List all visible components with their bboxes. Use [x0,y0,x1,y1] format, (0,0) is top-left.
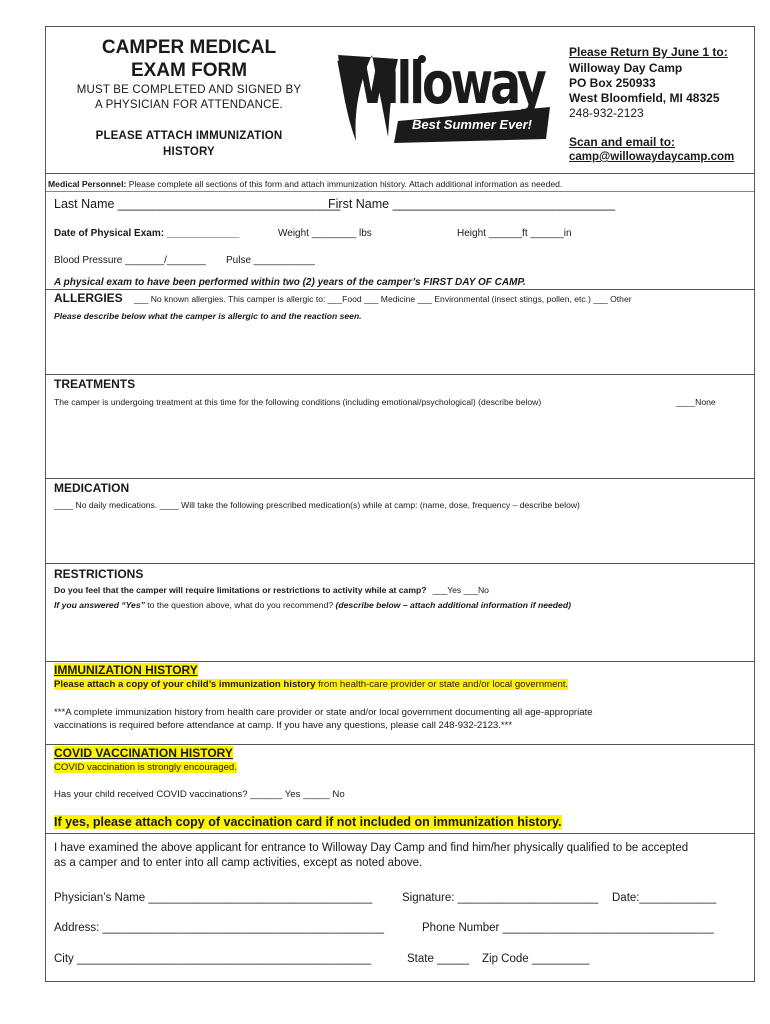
attach-immunization-line2: HISTORY [163,146,215,158]
immunization-note-line2: vaccinations is required before attendance at camp. If you have any questions, please call 248-932-2123.*** [54,720,513,731]
personnel-divider [46,191,754,192]
restrictions-question-row [54,585,489,595]
personnel-instructions [48,179,562,189]
return-title: Please Return By June 1 to: [569,45,728,59]
pulse-field[interactable]: Pulse ___________ [226,255,315,266]
physician-address-field[interactable]: Address: ____________________________________________ [54,922,384,934]
restrictions-if-prefix: If you answered “Yes” [54,600,145,610]
personnel-text: Please complete all sections of this form and attach immunization history. Attach additional information as needed. [128,179,563,189]
restrictions-title: RESTRICTIONS [54,567,144,581]
must-complete-line1: MUST BE COMPLETED AND SIGNED BY [76,84,302,96]
treatments-title: TREATMENTS [54,377,136,391]
header-divider [46,173,754,174]
form-title-line1: CAMPER MEDICAL [101,37,277,58]
return-phone: 248-932-2123 [569,106,644,120]
restrictions-if-mid: to the question above, what do you recommend? [144,600,336,610]
physician-divider [46,833,754,834]
allergies-describe: Please describe below what the camper is allergic to and the reaction seen. [54,311,362,321]
logo-tagline: Best Summer Ever! [412,117,532,132]
personnel-label: Medical Personnel: [48,179,127,189]
form-frame [45,26,755,982]
attach-immunization-line1: PLEASE ATTACH IMMUNIZATION [95,130,283,142]
treatments-text: The camper is undergoing treatment at this time for the following conditions (including emotional/psychological) (describe below) [54,397,542,407]
physician-date-field[interactable]: Date:____________ [612,892,717,904]
return-city: West Bloomfield, MI 48325 [569,91,720,105]
covid-encouraged: COVID vaccination is strongly encouraged. [54,762,237,773]
covid-title: COVID VACCINATION HISTORY [54,746,233,760]
medication-options[interactable]: ____ No daily medications. ____ Will take the following prescribed medication(s) while at camp: (name, dose, frequency – describe below) [54,500,580,510]
logo-word: Willoway [336,49,544,117]
immunization-title: IMMUNIZATION HISTORY [54,663,198,677]
first-name-field[interactable]: First Name ________________________________ [328,197,616,211]
physician-zip-field[interactable]: Zip Code _________ [482,953,590,965]
height-field[interactable]: Height ______ft ______in [457,228,572,239]
allergies-divider [46,289,754,290]
restrictions-question: Do you feel that the camper will require limitations or restrictions to activity while at camp? [54,585,427,595]
physician-statement-line1: I have examined the above applicant for entrance to Willoway Day Camp and find him/her physically qualified to be accepted [54,842,689,854]
return-name: Willoway Day Camp [569,61,683,75]
physician-phone-field[interactable]: Phone Number _________________________________ [422,922,714,934]
allergies-title: ALLERGIES [54,291,123,305]
physician-city-field[interactable]: City ______________________________________________ [54,953,372,965]
medication-divider [46,478,754,479]
covid-attach-card: If yes, please attach copy of vaccination card if not included on immunization history. [54,815,562,829]
physician-state-field[interactable]: State _____ [407,953,470,965]
restrictions-followup [54,600,571,610]
immunization-note-line1: ***A complete immunization history from health care provider or state and/or local government documenting all age-appropriate [54,707,593,718]
allergies-options[interactable]: ___ No known allergies. This camper is allergic to: ___Food ___ Medicine ___ Environmental (insect stings, pollen, etc.) ___ Other [134,294,632,304]
covid-question[interactable]: Has your child received COVID vaccinations? ______ Yes _____ No [54,789,345,800]
restrictions-yes-no[interactable]: ___Yes ___No [432,585,489,595]
treatments-none-option[interactable]: ____None [676,397,716,407]
weight-field[interactable]: Weight ________ lbs [278,228,372,239]
immunization-attach-rest: from health-care provider or state and/or local government. [315,679,569,690]
physician-statement-line2: as a camper and to enter into all camp activities, except as noted above. [54,857,423,869]
restrictions-if-suffix: (describe below – attach additional information if needed) [335,600,571,610]
blood-pressure-field[interactable]: Blood Pressure _______/_______ [54,255,206,266]
immunization-attach-bold: Please attach a copy of your child’s immunization history [54,679,316,690]
willoway-logo [332,45,554,145]
immunization-attach-row [54,679,568,690]
scan-email-link[interactable]: camp@willowaydaycamp.com [569,151,735,163]
immunization-divider [46,661,754,662]
return-box: PO Box 250933 [569,76,656,90]
form-title-line2: EXAM FORM [130,60,248,81]
must-complete-line2: A PHYSICIAN FOR ATTENDANCE. [95,99,283,111]
medication-title: MEDICATION [54,481,130,495]
exam-timing-note: A physical exam to have been performed within two (2) years of the camper’s FIRST DAY OF CAMP. [54,277,526,288]
physician-name-field[interactable]: Physician’s Name ___________________________________ [54,892,373,904]
exam-date-field[interactable]: Date of Physical Exam: _____________ [54,228,240,239]
covid-divider [46,744,754,745]
last-name-field[interactable]: Last Name ________________________________ [54,197,341,211]
restrictions-divider [46,563,754,564]
treatments-divider [46,374,754,375]
scan-title: Scan and email to: [569,135,676,149]
physician-signature-field[interactable]: Signature: ______________________ [402,892,599,904]
